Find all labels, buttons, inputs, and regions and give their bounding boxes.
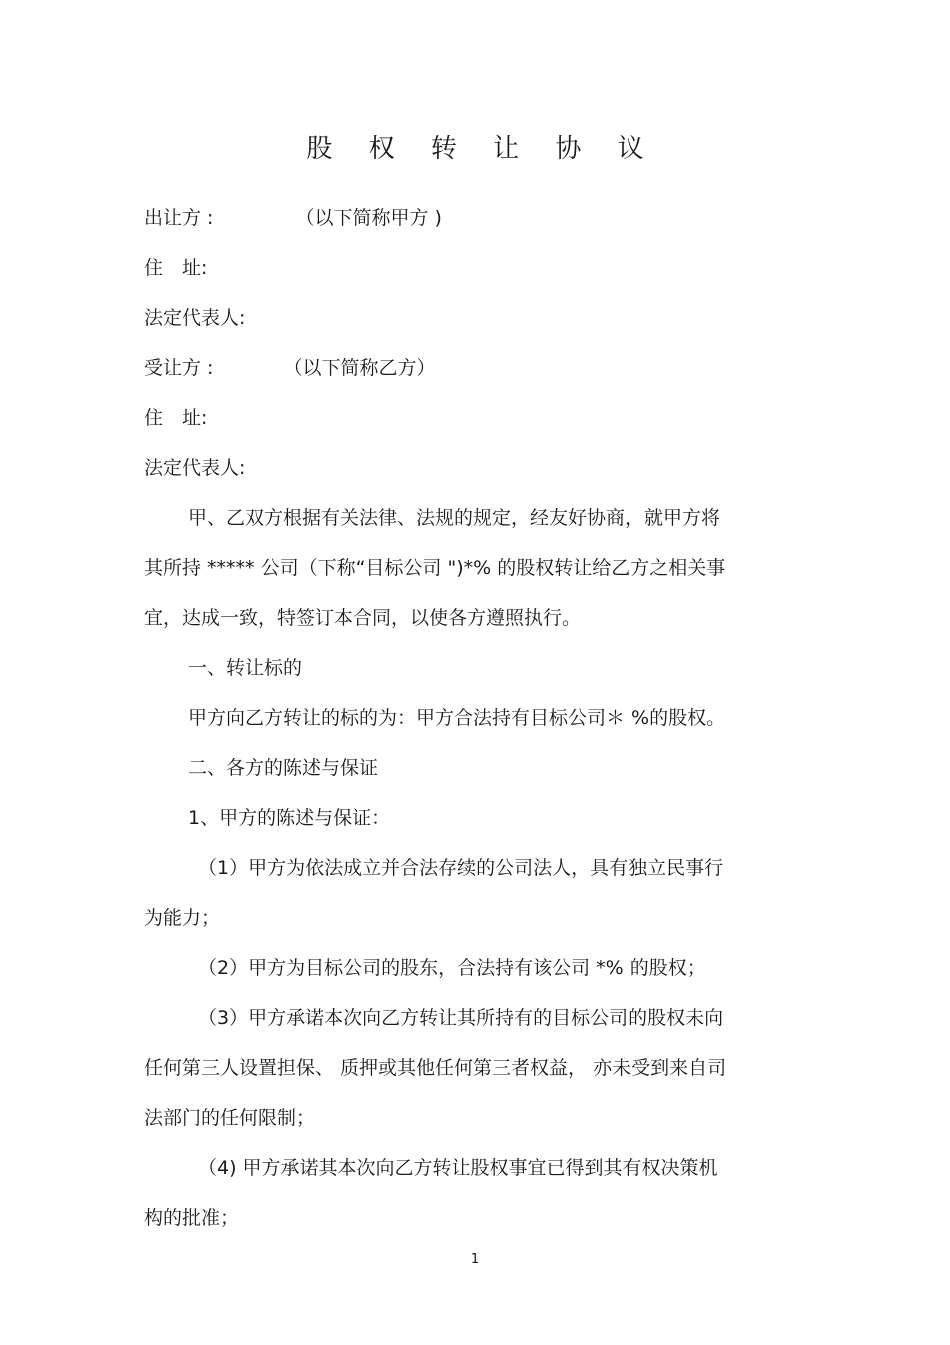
preamble-line-3: 宜，达成一致，特签订本合同，以使各方遵照执行。 — [144, 607, 582, 629]
preamble-line-2: 其所持 ***** 公司（下称“目标公司 ")*% 的股权转让给乙方之相关事 — [144, 557, 726, 579]
item3-line-2: 任何第三人设置担保、 质押或其他任何第三者权益， 亦未受到来自司 — [144, 1057, 727, 1079]
transferee-label: 受让方 : — [144, 357, 214, 379]
address-label-2: 住 址: — [144, 407, 208, 429]
preamble-line-1: 甲、乙双方根据有关法律、法规的规定，经友好协商，就甲方将 — [188, 507, 721, 529]
item1-line-2: 为能力； — [144, 907, 221, 929]
item2-line: （2）甲方为目标公司的股东，合法持有该公司 *% 的股权； — [198, 957, 706, 979]
item1-line-1: （1）甲方为依法成立并合法存续的公司法人，具有独立民事行 — [198, 857, 724, 879]
clause1-heading: 1、甲方的陈述与保证： — [188, 807, 391, 829]
section1-text: 甲方向乙方转让的标的为：甲方合法持有目标公司＊ %的股权。 — [188, 707, 726, 729]
item3-line-3: 法部门的任何限制； — [144, 1107, 316, 1129]
section1-heading: 一、转让标的 — [188, 657, 303, 679]
transferor-line — [144, 205, 442, 231]
legal-rep-label-1: 法定代表人: — [144, 307, 246, 329]
transferor-label: 出让方 : — [144, 207, 214, 229]
section2-heading: 二、各方的陈述与保证 — [188, 757, 379, 779]
transferor-alias: （以下简称甲方 ) — [295, 207, 442, 229]
legal-rep-label-2: 法定代表人: — [144, 457, 246, 479]
item4-line-1: （4) 甲方承诺其本次向乙方转让股权事宜已得到其有权决策机 — [198, 1157, 718, 1179]
transferee-alias: （以下简称乙方） — [283, 357, 436, 379]
item4-line-2: 构的批准； — [144, 1207, 240, 1229]
item3-line-1: （3）甲方承诺本次向乙方转让其所持有的目标公司的股权未向 — [198, 1007, 724, 1029]
transferee-line — [144, 355, 435, 381]
page-number: 1 — [470, 1252, 480, 1267]
address-label-1: 住 址: — [144, 257, 208, 279]
document-title: 股 权 转 让 协 议 — [306, 134, 658, 164]
